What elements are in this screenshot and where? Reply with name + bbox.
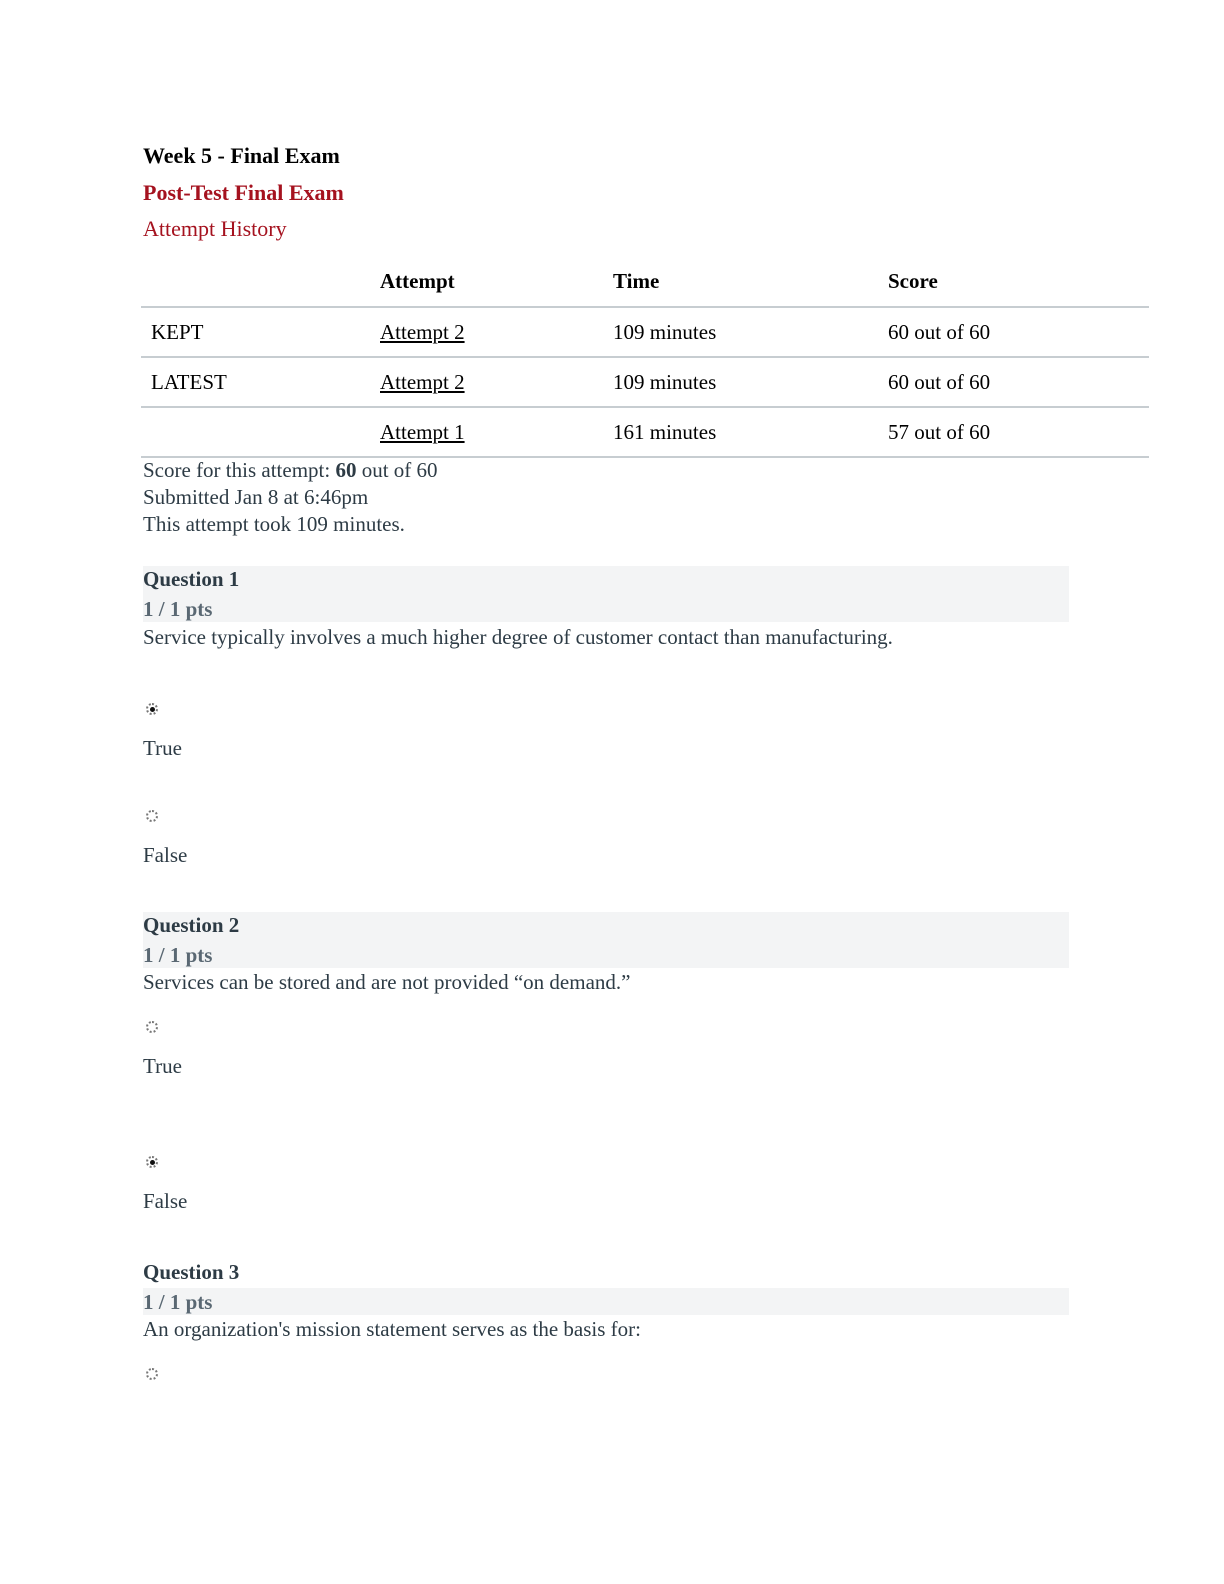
question-header-bar <box>143 912 1069 968</box>
question-header-bar <box>143 566 1069 622</box>
score-value: 60 <box>335 458 357 482</box>
question-points: 1 / 1 pts <box>143 1290 213 1314</box>
submitted-line: Submitted Jan 8 at 6:46pm <box>143 485 369 509</box>
attempt-link[interactable]: Attempt 1 <box>380 420 465 444</box>
question-text: Service typically involves a much higher degree of customer contact than manufacturing. <box>143 625 893 649</box>
attempt-time: 161 minutes <box>613 420 717 444</box>
question-text: Services can be stored and are not provided “on demand.” <box>143 970 631 994</box>
attempt-time: 109 minutes <box>613 370 717 394</box>
question-title: Question 2 <box>143 913 240 937</box>
attempt-score: 57 out of 60 <box>888 420 991 444</box>
answer-label: False <box>143 1189 188 1213</box>
attempt-history-table <box>141 264 1149 458</box>
answer-radio-selected[interactable] <box>146 1156 158 1168</box>
question-points: 1 / 1 pts <box>143 597 213 621</box>
attempt-link[interactable]: Attempt 2 <box>380 370 465 394</box>
question-title: Question 3 <box>143 1260 240 1284</box>
duration-line: This attempt took 109 minutes. <box>143 512 405 536</box>
attempt-summary <box>143 457 438 538</box>
attempt-history-heading: Attempt History <box>143 216 287 241</box>
score-prefix: Score for this attempt: <box>143 458 336 482</box>
row-label: KEPT <box>151 320 204 344</box>
question-points: 1 / 1 pts <box>143 943 213 967</box>
attempt-score: 60 out of 60 <box>888 320 991 344</box>
question-title: Question 1 <box>143 567 240 591</box>
answer-label: False <box>143 843 188 867</box>
table-row <box>141 308 1149 358</box>
answer-radio[interactable] <box>146 1021 158 1033</box>
column-header-attempt: Attempt <box>380 269 455 293</box>
table-row <box>141 408 1149 458</box>
answer-radio[interactable] <box>146 1368 158 1380</box>
attempt-score: 60 out of 60 <box>888 370 991 394</box>
score-suffix: out of 60 <box>356 458 438 482</box>
answer-label: True <box>143 736 182 760</box>
attempt-time: 109 minutes <box>613 320 717 344</box>
answer-label: True <box>143 1054 182 1078</box>
column-header-score: Score <box>888 269 938 293</box>
column-header-time: Time <box>613 269 660 293</box>
answer-radio[interactable] <box>146 810 158 822</box>
table-header <box>141 264 1149 308</box>
score-line <box>143 457 438 484</box>
row-label: LATEST <box>151 370 227 394</box>
attempt-link[interactable]: Attempt 2 <box>380 320 465 344</box>
answer-radio-selected[interactable] <box>146 703 158 715</box>
question-text: An organization's mission statement serves as the basis for: <box>143 1317 641 1341</box>
quiz-title: Post-Test Final Exam <box>143 180 344 205</box>
table-row <box>141 358 1149 408</box>
question-header-bar <box>143 1288 1069 1315</box>
page-title: Week 5 - Final Exam <box>143 143 340 168</box>
